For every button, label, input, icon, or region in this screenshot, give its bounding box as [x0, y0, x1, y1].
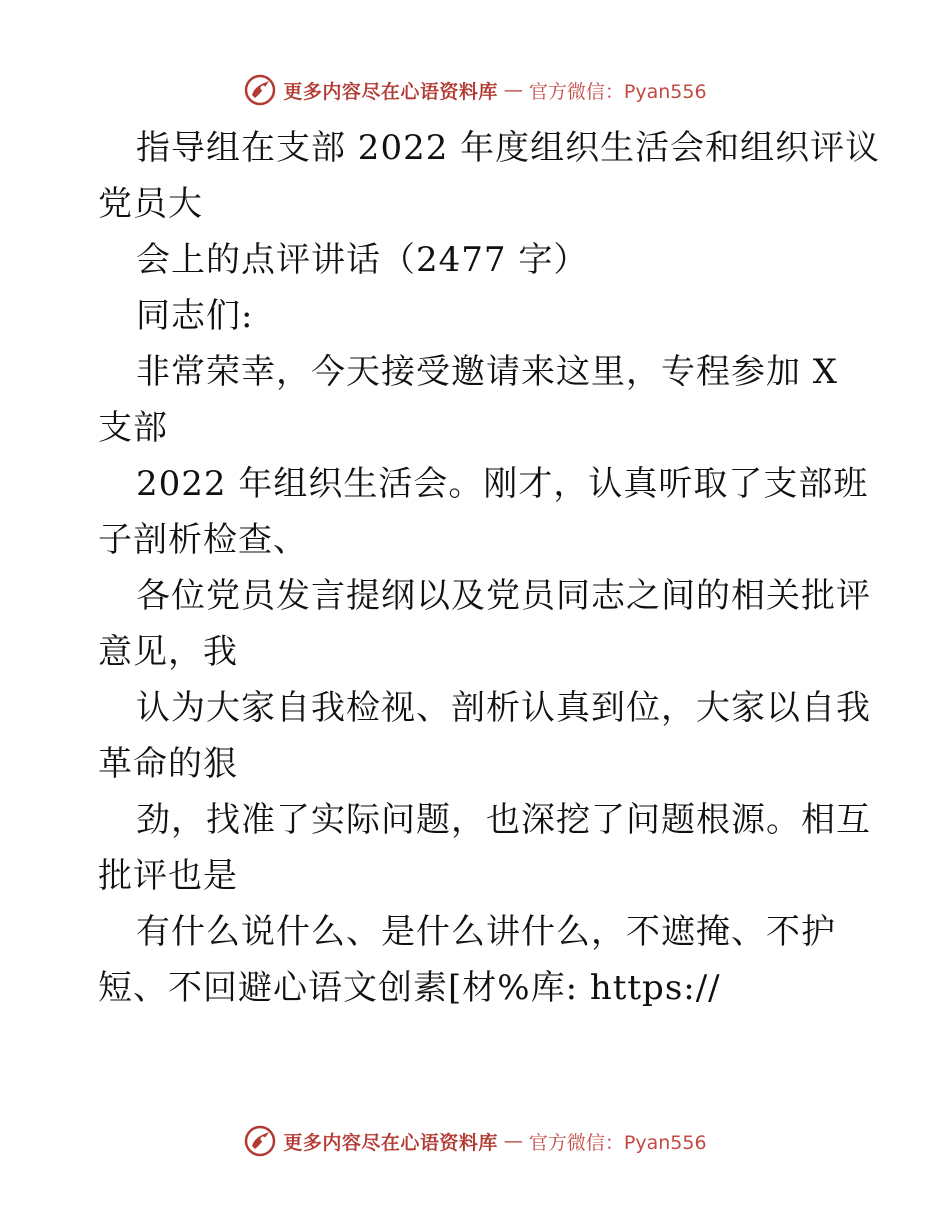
footer-watermark — [0, 1121, 950, 1161]
text-line: 劲，找准了实际问题，也深挖了问题根源。相互 — [136, 800, 871, 840]
watermark-main-text: 更多内容尽在心语资料库 — [283, 1131, 498, 1154]
watermark-sub-text: 官方微信：Pyan556 — [528, 1131, 707, 1154]
text-line: 意见，我 — [98, 632, 238, 672]
text-line: 非常荣幸，今天接受邀请来这里，专程参加 X — [136, 352, 839, 392]
text-line: 子剖析检查、 — [98, 520, 308, 560]
text-line: 支部 — [98, 408, 168, 448]
watermark-main-text: 更多内容尽在心语资料库 — [283, 80, 498, 103]
text-line: 认为大家自我检视、剖析认真到位，大家以自我 — [136, 688, 871, 728]
text-line: 各位党员发言提纲以及党员同志之间的相关批评 — [136, 576, 871, 616]
text-line: 有什么说什么、是什么讲什么，不遮掩、不护 — [136, 912, 836, 952]
logo-icon — [243, 73, 277, 107]
watermark-sub-text: 官方微信：Pyan556 — [528, 80, 707, 103]
header-watermark — [0, 70, 950, 110]
text-line: 短、不回避心语文创素[材%库: https:// — [98, 968, 721, 1008]
text-line: 批评也是 — [98, 856, 238, 896]
watermark-dash: — — [503, 79, 523, 101]
text-line: 会上的点评讲话（2477 字） — [136, 240, 589, 280]
text-line: 革命的狠 — [98, 744, 238, 784]
logo-icon — [243, 1124, 277, 1158]
document-body — [98, 120, 881, 1016]
text-line: 党员大 — [98, 184, 203, 224]
text-line: 指导组在支部 2022 年度组织生活会和组织评议 — [136, 128, 881, 168]
watermark-dash: — — [503, 1130, 523, 1152]
text-line: 2022 年组织生活会。刚才，认真听取了支部班 — [136, 464, 869, 504]
text-line: 同志们: — [136, 296, 254, 336]
